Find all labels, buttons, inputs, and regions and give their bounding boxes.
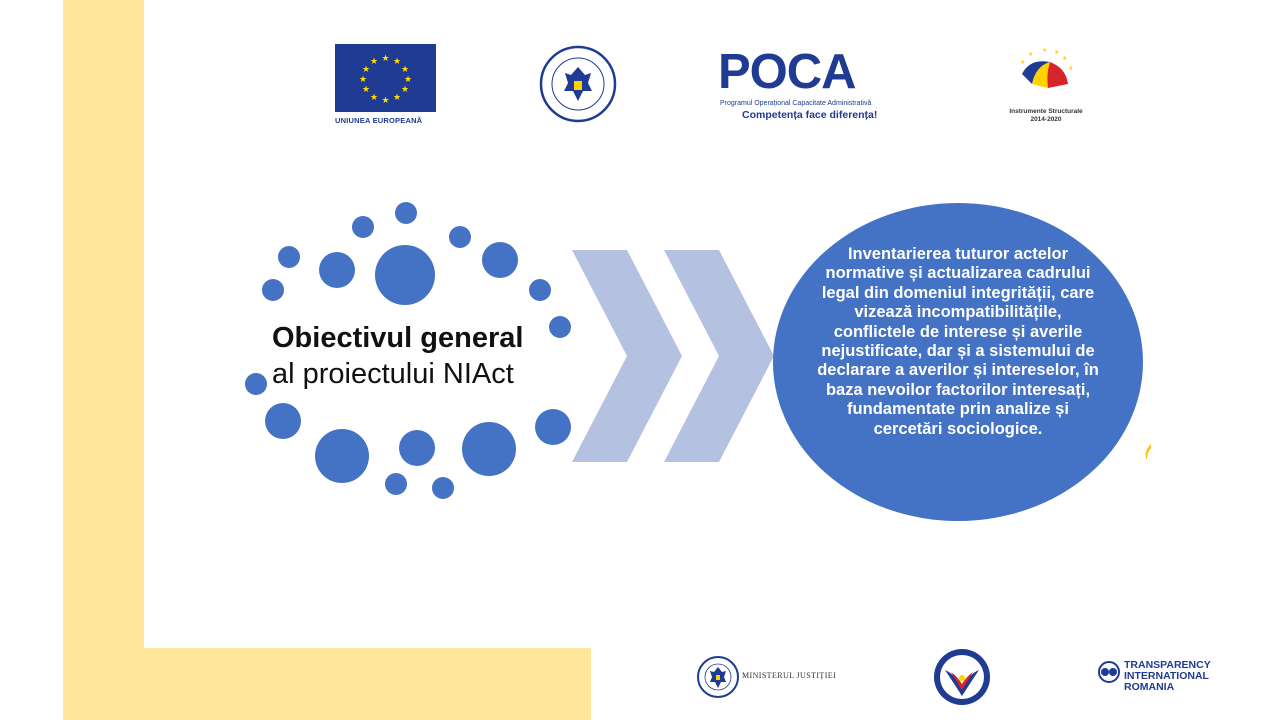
svg-text:★: ★ (400, 85, 410, 95)
instrumente-structurale-caption (1000, 108, 1092, 124)
ministry-seal-icon (696, 655, 740, 699)
svg-text:★: ★ (369, 57, 379, 67)
svg-text:★: ★ (400, 65, 410, 75)
objective-description: Inventarierea tuturor actelor normative și actualizarea cadrului legal din domeniul integrității, care vizează incompatibilitățile, conflictele de interese și averile nejustificate, dar și a sistemului de declarare a averilor și intereselor, în baza nevoilor factorilor interesați, fundamentate prin analize și cercetări sociologice. (817, 245, 1099, 438)
dot (399, 430, 435, 466)
dot (375, 245, 435, 305)
svg-text:★: ★ (361, 65, 371, 75)
svg-text:★: ★ (1042, 47, 1048, 54)
chevron-arrows-icon (572, 250, 777, 462)
svg-text:★: ★ (358, 75, 368, 85)
dot (432, 477, 454, 499)
svg-text:★: ★ (1054, 49, 1060, 56)
dot (462, 422, 516, 476)
ani-seal-icon (933, 648, 991, 706)
dot (319, 252, 355, 288)
svg-text:★: ★ (381, 54, 390, 64)
dot (395, 202, 417, 224)
ti-emblem-icon (1098, 661, 1120, 683)
objective-subtitle: al proiectului NIAct (272, 358, 514, 390)
dot (449, 226, 471, 248)
transparency-international-logo (1098, 660, 1228, 696)
dot (278, 246, 300, 268)
ti-line3: ROMANIA (1124, 681, 1175, 694)
dot (265, 403, 301, 439)
svg-text:★: ★ (1020, 59, 1026, 66)
decorative-yellow-mark (1143, 444, 1151, 460)
poca-logo (718, 46, 908, 122)
ti-wordmark (1124, 660, 1211, 694)
ti-line1: TRANSPARENCY (1124, 659, 1211, 671)
svg-text:★: ★ (1068, 65, 1074, 72)
svg-text:★: ★ (392, 57, 402, 67)
dot (315, 429, 369, 483)
ani-logo (933, 648, 991, 706)
ti-line2: INTERNATIONAL (1124, 670, 1209, 683)
is-caption-line1: Instrumente Structurale (1009, 108, 1083, 115)
poca-wordmark: POCA (718, 45, 856, 99)
ministry-label: MINISTERUL JUSTIȚIEI (742, 671, 837, 680)
dot (385, 473, 407, 495)
svg-text:★: ★ (392, 93, 402, 103)
dot (352, 216, 374, 238)
dot (262, 279, 284, 301)
poca-slogan: Competența face diferența! (742, 109, 878, 121)
svg-text:★: ★ (381, 96, 390, 106)
objective-title: Obiectivul general (272, 322, 524, 354)
eu-caption: UNIUNEA EUROPEANĂ (335, 116, 423, 125)
dot (535, 409, 571, 445)
instrumente-structurale-logo (1000, 44, 1092, 123)
dot (529, 279, 551, 301)
is-caption-line2: 2014-2020 (1030, 116, 1062, 123)
svg-text:★: ★ (403, 75, 413, 85)
dot (482, 242, 518, 278)
poca-subtitle: Programul Operațional Capacitate Administrativă (720, 100, 872, 107)
svg-text:★: ★ (1028, 51, 1034, 58)
instrumente-structurale-icon (1000, 44, 1092, 106)
dot (245, 373, 267, 395)
svg-text:★: ★ (1062, 55, 1068, 62)
svg-text:★: ★ (361, 85, 371, 95)
svg-text:★: ★ (369, 93, 379, 103)
ministry-of-justice-logo (696, 655, 846, 699)
